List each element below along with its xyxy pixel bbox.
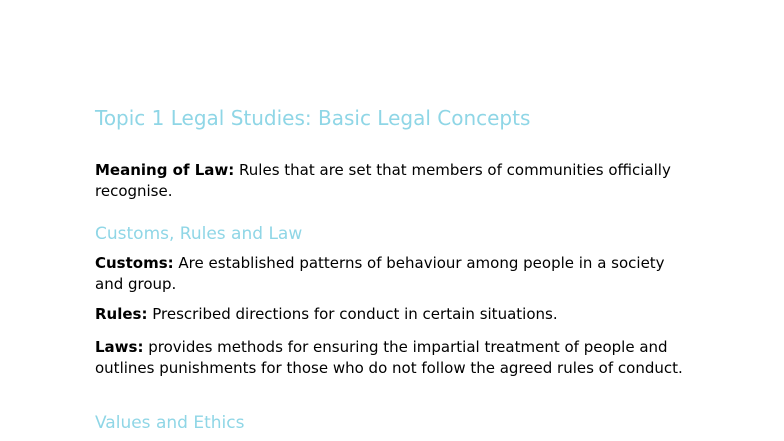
laws-text: provides methods for ensuring the impartial treatment of people and outlines punishments for those who do not follow the agreed rules of conduct. — [95, 338, 683, 377]
meaning-of-law-term: Meaning of Law: — [95, 161, 235, 179]
rules-paragraph — [95, 304, 695, 325]
customs-term: Customs: — [95, 254, 174, 272]
meaning-of-law-paragraph — [95, 160, 695, 202]
heading-values-ethics: Values and Ethics — [95, 413, 245, 433]
rules-text: Prescribed directions for conduct in certain situations. — [147, 305, 558, 323]
heading-customs-rules-law: Customs, Rules and Law — [95, 224, 303, 244]
customs-text: Are established patterns of behaviour among people in a society and group. — [95, 254, 665, 293]
customs-paragraph — [95, 253, 695, 295]
page-title: Topic 1 Legal Studies: Basic Legal Concepts — [95, 106, 531, 130]
rules-term: Rules: — [95, 305, 148, 323]
laws-term: Laws: — [95, 338, 144, 356]
meaning-of-law-text: Rules that are set that members of communities officially recognise. — [95, 161, 671, 200]
laws-paragraph — [95, 337, 695, 379]
